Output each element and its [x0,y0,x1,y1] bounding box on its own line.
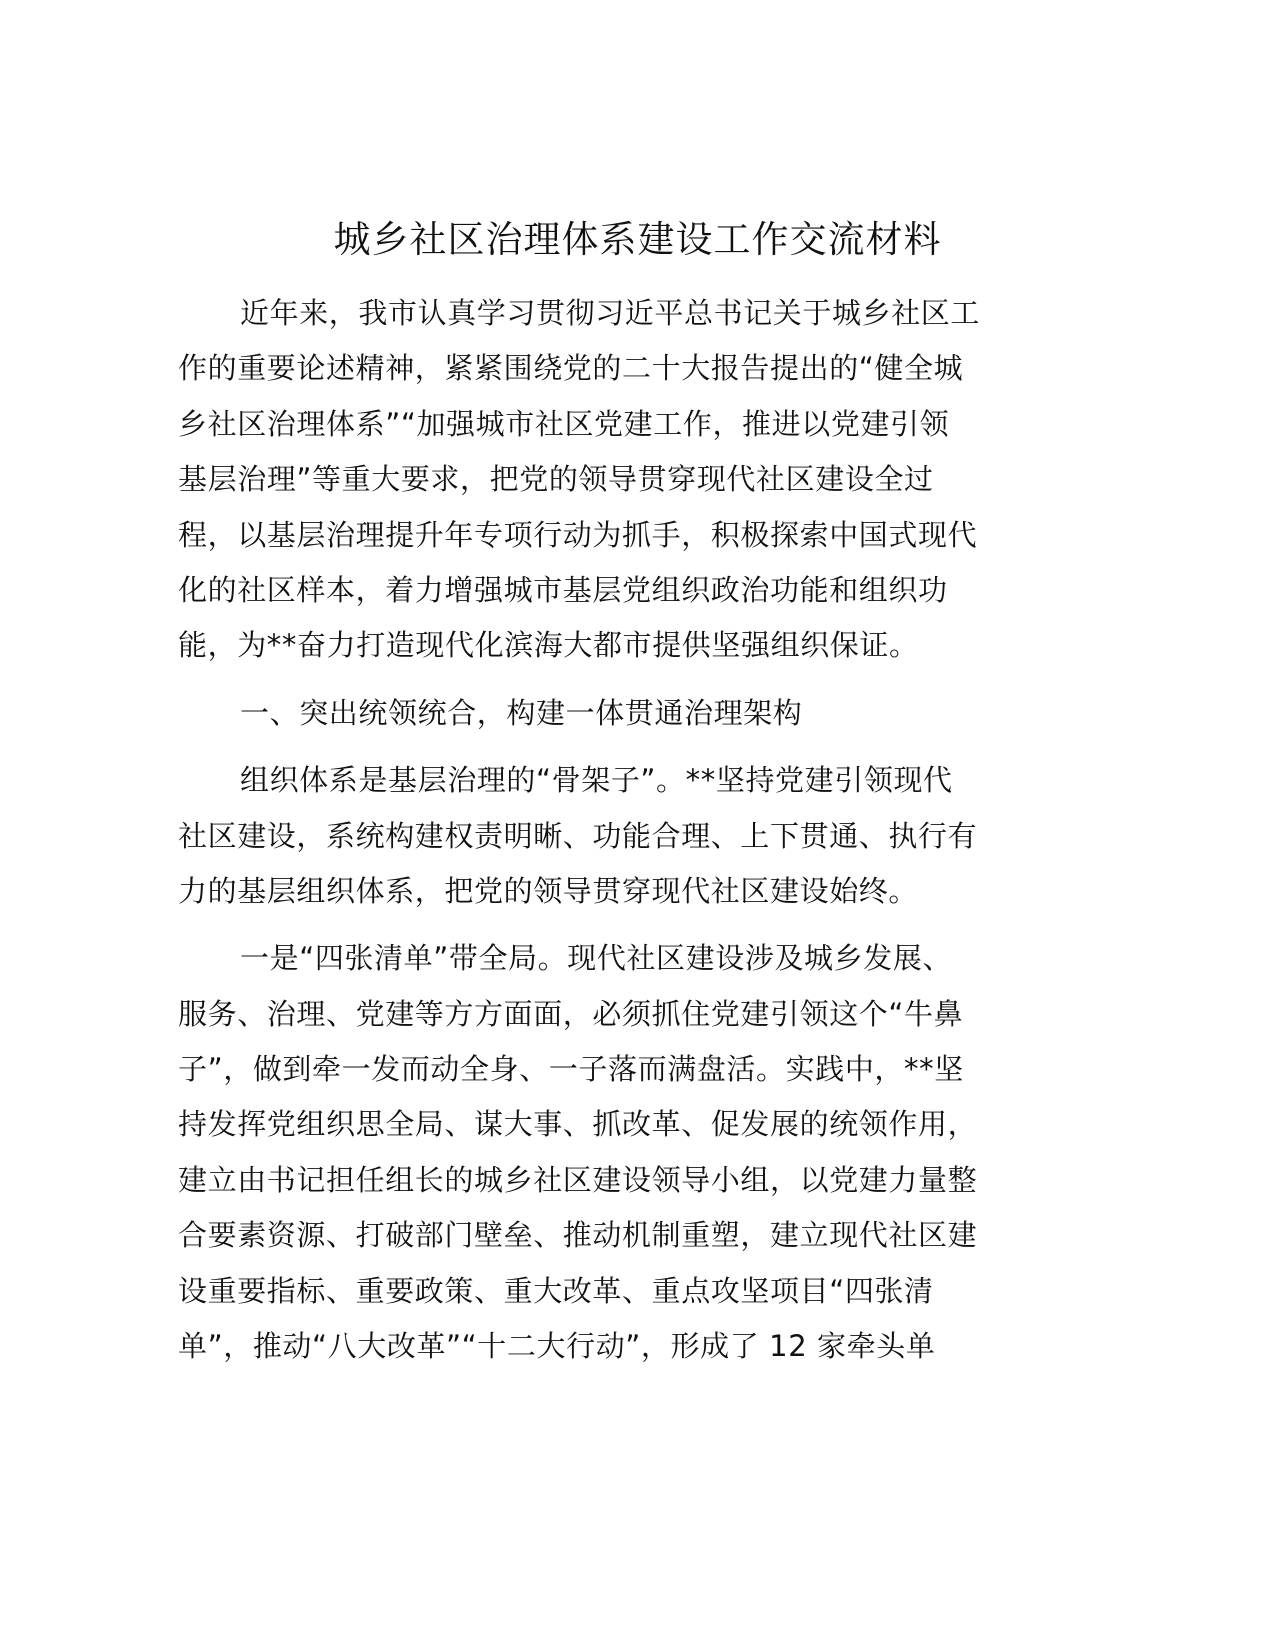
text-line: 一、突出统领统合，构建一体贯通治理架构 [240,695,803,730]
text-line: 子”，做到牵一发而动全身、一子落而满盘活。实践中，**坚 [178,1052,964,1087]
text-line: 合要素资源、打破部门壁垒、推动机制重塑，建立现代社区建 [178,1218,978,1253]
text-line: 建立由书记担任组长的城乡社区建设领导小组，以党建力量整 [178,1162,978,1197]
text-line: 化的社区样本，着力增强城市基层党组织政治功能和组织功 [178,572,948,607]
text-line: 社区建设，系统构建权责明晰、功能合理、上下贯通、执行有 [178,818,978,853]
text-line: 组织体系是基层治理的“骨架子”。**坚持党建引领现代 [240,763,953,798]
text-line: 基层治理”等重大要求，把党的领导贯穿现代社区建设全过 [178,462,934,497]
intro-paragraph [178,286,1058,674]
text-line: 一是“四张清单”带全局。现代社区建设涉及城乡发展、 [240,941,953,976]
section-heading [178,686,1058,741]
text-line: 程，以基层治理提升年专项行动为抓手，积极探索中国式现代 [178,517,978,552]
section-intro-paragraph [178,753,1058,919]
text-line: 服务、治理、党建等方方面面，必须抓住党建引领这个“牛鼻 [178,996,964,1031]
text-line: 能，为**奋力打造现代化滨海大都市提供坚强组织保证。 [178,628,919,663]
text-line: 设重要指标、重要政策、重大改革、重点攻坚项目“四张清 [178,1273,934,1308]
document-title: 城乡社区治理体系建设工作交流材料 [333,218,942,261]
text-line: 单”，推动“八大改革”“十二大行动”，形成了 12 家牵头单 [178,1329,936,1364]
document-body [178,286,1058,1386]
text-line: 力的基层组织体系，把党的领导贯穿现代社区建设始终。 [178,873,919,908]
point-one-paragraph [178,931,1058,1374]
text-line: 作的重要论述精神，紧紧围绕党的二十大报告提出的“健全城 [178,351,964,386]
text-line: 近年来，我市认真学习贯彻习近平总书记关于城乡社区工 [240,296,981,330]
text-line: 持发挥党组织思全局、谋大事、抓改革、促发展的统领作用， [178,1107,978,1142]
text-line: 乡社区治理体系”“加强城市社区党建工作，推进以党建引领 [178,406,950,441]
